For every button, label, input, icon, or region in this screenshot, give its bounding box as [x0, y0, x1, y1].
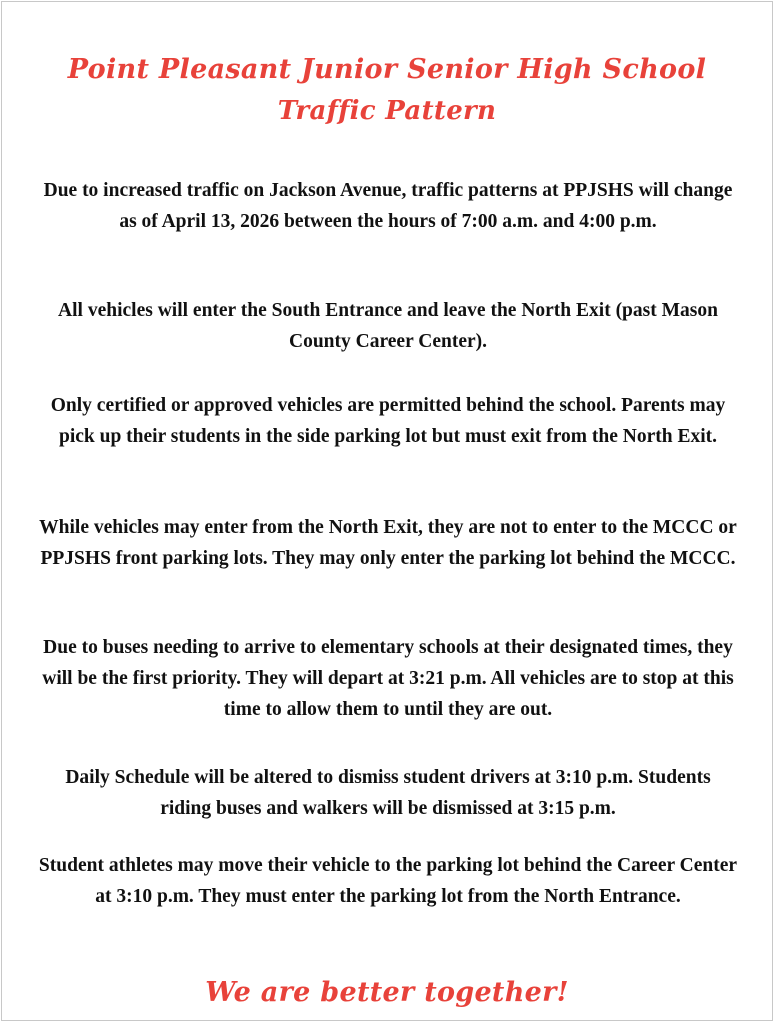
school-name-heading: Point Pleasant Junior Senior High School: [67, 54, 707, 85]
flyer-page: [1, 1, 773, 1021]
traffic-pattern-subheading: Traffic Pattern: [277, 96, 497, 126]
paragraph-dismissal-schedule: Daily Schedule will be altered to dismiss student drivers at 3:10 p.m. Students riding buses and walkers will be dismissed at 3:15 p.m.: [65, 767, 711, 819]
paragraph-student-athletes: Student athletes may move their vehicle to the parking lot behind the Career Center at 3:10 p.m. They must enter the parking lot from the North Entrance.: [38, 855, 738, 907]
paragraph-approved-vehicles: Only certified or approved vehicles are permitted behind the school. Parents may pick up their students in the side parking lot but must exit from the North Exit.: [50, 395, 726, 447]
paragraph-bus-priority: Due to buses needing to arrive to elementary schools at their designated times, they will be the first priority. They will depart at 3:21 p.m. All vehicles are to stop at this time to allow them to until they are out.: [42, 637, 734, 720]
paragraph-entrance-exit: All vehicles will enter the South Entrance and leave the North Exit (past Mason County Career Center).: [58, 300, 718, 352]
paragraph-north-exit-entry: While vehicles may enter from the North Exit, they are not to enter to the MCCC or PPJSHS front parking lots. They may only enter the parking lot behind the MCCC.: [39, 517, 737, 569]
paragraph-traffic-change: Due to increased traffic on Jackson Avenue, traffic patterns at PPJSHS will change as of April 13, 2026 between the hours of 7:00 a.m. and 4:00 p.m.: [43, 180, 733, 232]
slogan-footer: We are better together!: [205, 977, 569, 1008]
